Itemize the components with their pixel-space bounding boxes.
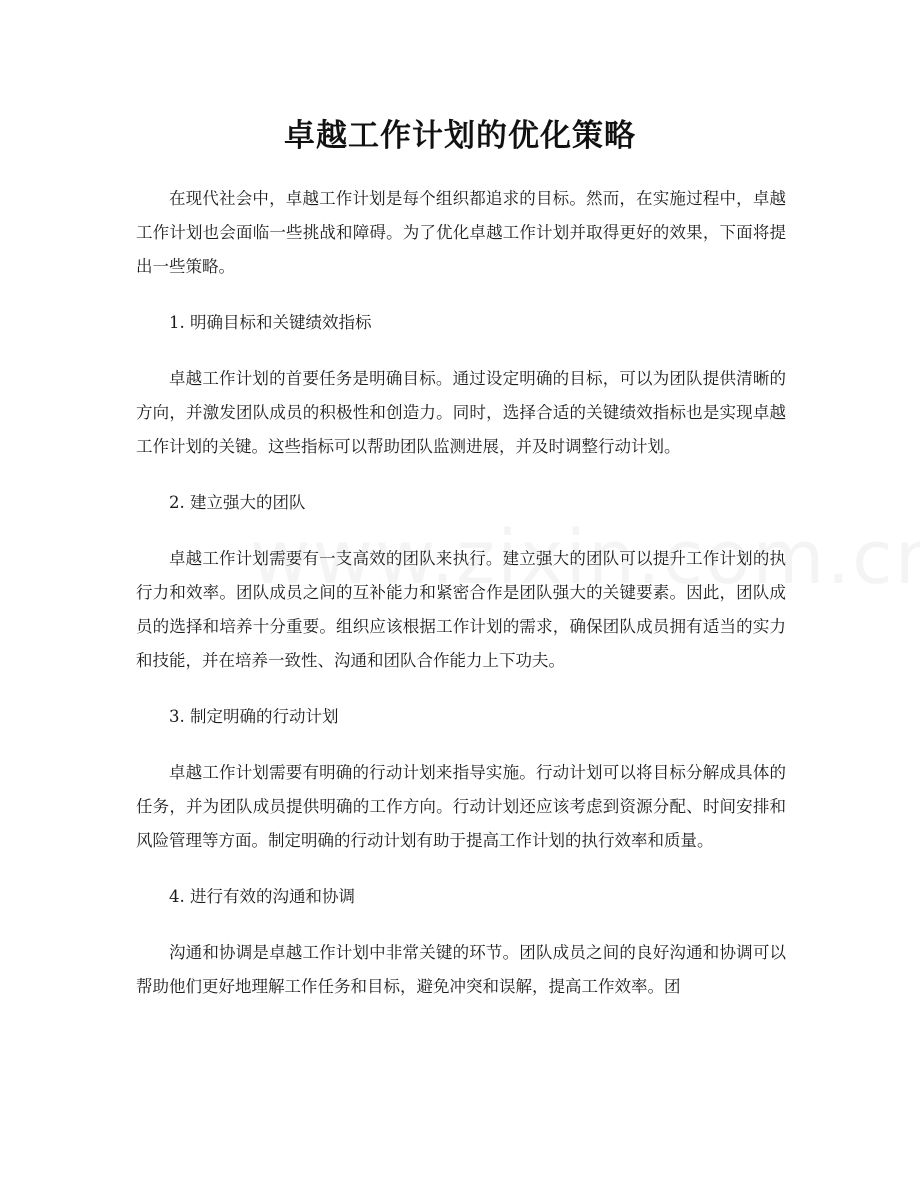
section-heading-2: 2. 建立强大的团队 (169, 493, 306, 512)
section-heading-3: 3. 制定明确的行动计划 (169, 707, 339, 726)
intro-paragraph: 在现代社会中，卓越工作计划是每个组织都追求的目标。然而，在实施过程中，卓越工作计划也会面临一些挑战和障碍。为了优化卓越工作计划并取得更好的效果，下面将提出一些策略。 (136, 189, 786, 276)
section-paragraph-4: 沟通和协调是卓越工作计划中非常关键的环节。团队成员之间的良好沟通和协调可以帮助他们更好地理解工作任务和目标，避免冲突和误解，提高工作效率。团 (136, 943, 786, 996)
section-paragraph-3: 卓越工作计划需要有明确的行动计划来指导实施。行动计划可以将目标分解成具体的任务，并为团队成员提供明确的工作方向。行动计划还应该考虑到资源分配、时间安排和风险管理等方面。制定明确的行动计划有助于提高工作计划的执行效率和质量。 (136, 763, 786, 850)
document-body (136, 182, 786, 1026)
section-paragraph-2: 卓越工作计划需要有一支高效的团队来执行。建立强大的团队可以提升工作计划的执行力和效率。团队成员之间的互补能力和紧密合作是团队强大的关键要素。因此，团队成员的选择和培养十分重要。组织应该根据工作计划的需求，确保团队成员拥有适当的实力和技能，并在培养一致性、沟通和团队合作能力上下功夫。 (136, 549, 786, 670)
section-heading-4: 4. 进行有效的沟通和协调 (169, 887, 355, 906)
section-heading-1: 1. 明确目标和关键绩效指标 (169, 313, 372, 332)
page-title: 卓越工作计划的优化策略 (284, 118, 636, 154)
section-paragraph-1: 卓越工作计划的首要任务是明确目标。通过设定明确的目标，可以为团队提供清晰的方向，并激发团队成员的积极性和创造力。同时，选择合适的关键绩效指标也是实现卓越工作计划的关键。这些指标可以帮助团队监测进展，并及时调整行动计划。 (136, 369, 786, 456)
